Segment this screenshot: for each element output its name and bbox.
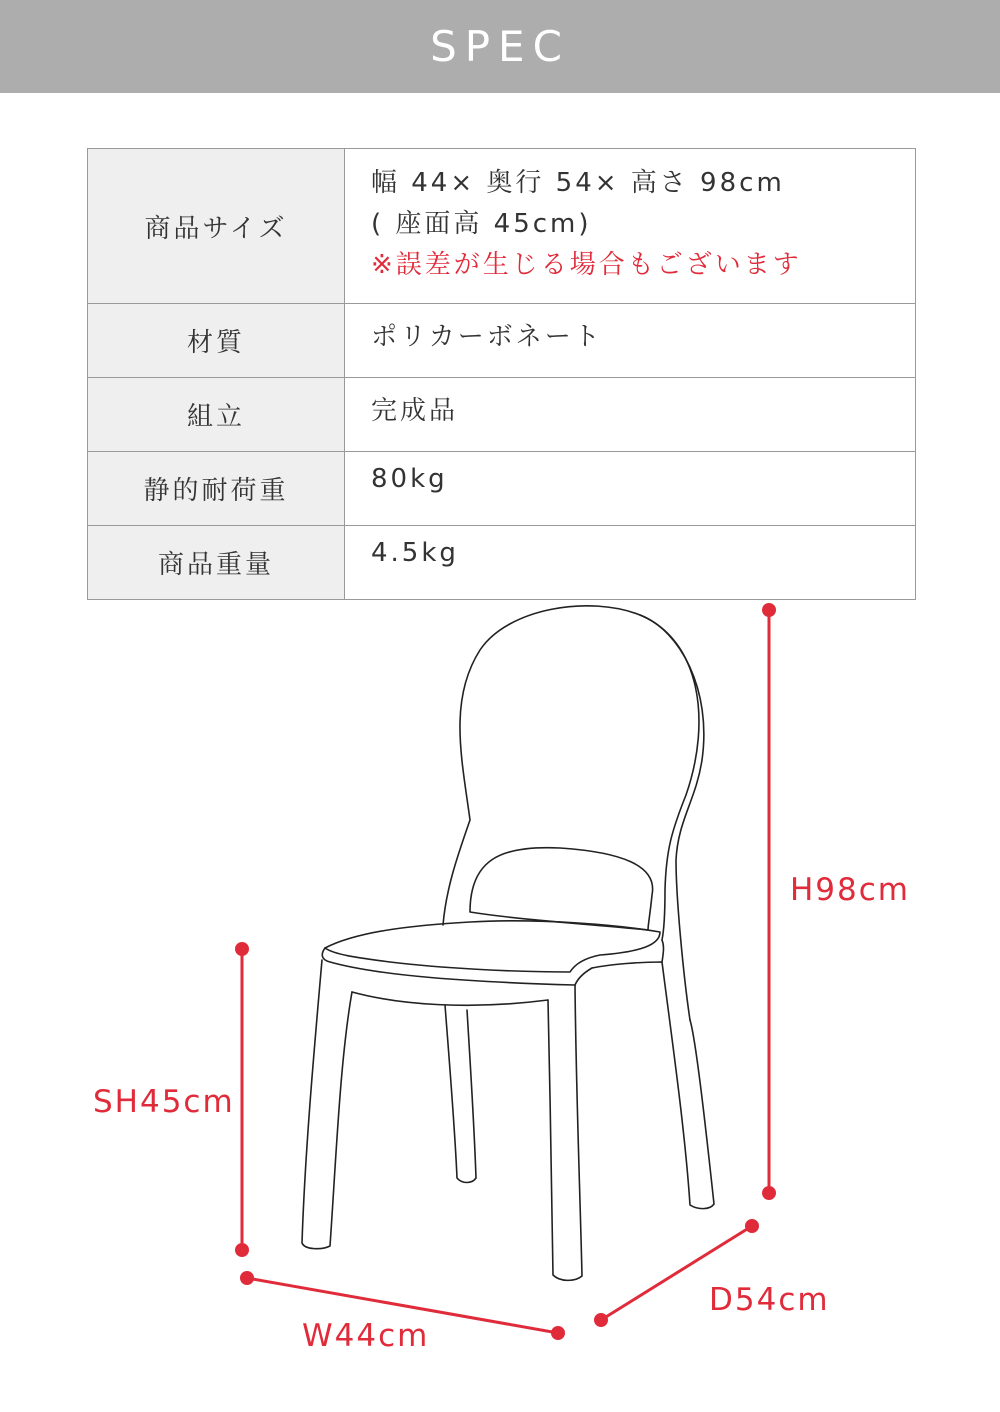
backrest-outline xyxy=(443,606,699,940)
size-dimensions: 幅 44× 奥行 54× 高さ 98cm xyxy=(371,168,785,198)
seat-rear-edge xyxy=(662,940,664,962)
rear-left-leg xyxy=(445,1005,476,1183)
chair-drawing xyxy=(302,606,714,1281)
seat-apron xyxy=(352,992,548,1005)
front-left-leg xyxy=(302,960,352,1249)
tolerance-note: ※誤差が生じる場合もございます xyxy=(371,250,802,280)
spec-value: ポリカーボネート xyxy=(345,304,916,378)
width-left-dot xyxy=(242,1273,253,1284)
front-right-leg xyxy=(548,985,582,1280)
width-label: W44cm xyxy=(302,1318,430,1354)
spec-label: 静的耐荷重 xyxy=(88,452,345,526)
rear-right-leg xyxy=(592,962,714,1209)
seat-front xyxy=(322,948,592,985)
spec-row-assembly xyxy=(88,378,916,452)
depth-front-dot xyxy=(596,1315,607,1326)
spec-label: 材質 xyxy=(88,304,345,378)
spec-value: 4.5kg xyxy=(345,526,916,600)
spec-label: 商品重量 xyxy=(88,526,345,600)
spec-value: 80kg xyxy=(345,452,916,526)
height-bottom-dot xyxy=(764,1188,775,1199)
spec-header xyxy=(0,0,1000,93)
back-opening xyxy=(470,848,653,930)
spec-label: 商品サイズ xyxy=(88,149,345,304)
spec-value xyxy=(345,149,916,304)
depth-label: D54cm xyxy=(709,1282,830,1318)
backrest-side xyxy=(640,615,704,1020)
seat-height-top-dot xyxy=(237,944,248,955)
spec-row-size xyxy=(88,149,916,304)
spec-table xyxy=(87,148,916,600)
chair-diagram xyxy=(0,560,1000,1412)
header-title: SPEC xyxy=(430,22,570,71)
seat-height-note: ( 座面高 45cm) xyxy=(371,209,592,239)
depth-back-dot xyxy=(747,1221,758,1232)
seat-height-label: SH45cm xyxy=(93,1084,235,1120)
seat-height-bottom-dot xyxy=(237,1245,248,1256)
spec-label: 組立 xyxy=(88,378,345,452)
height-top-dot xyxy=(764,605,775,616)
width-right-dot xyxy=(553,1328,564,1339)
spec-row-material xyxy=(88,304,916,378)
spec-row-load xyxy=(88,452,916,526)
height-label: H98cm xyxy=(790,872,910,908)
spec-value: 完成品 xyxy=(345,378,916,452)
